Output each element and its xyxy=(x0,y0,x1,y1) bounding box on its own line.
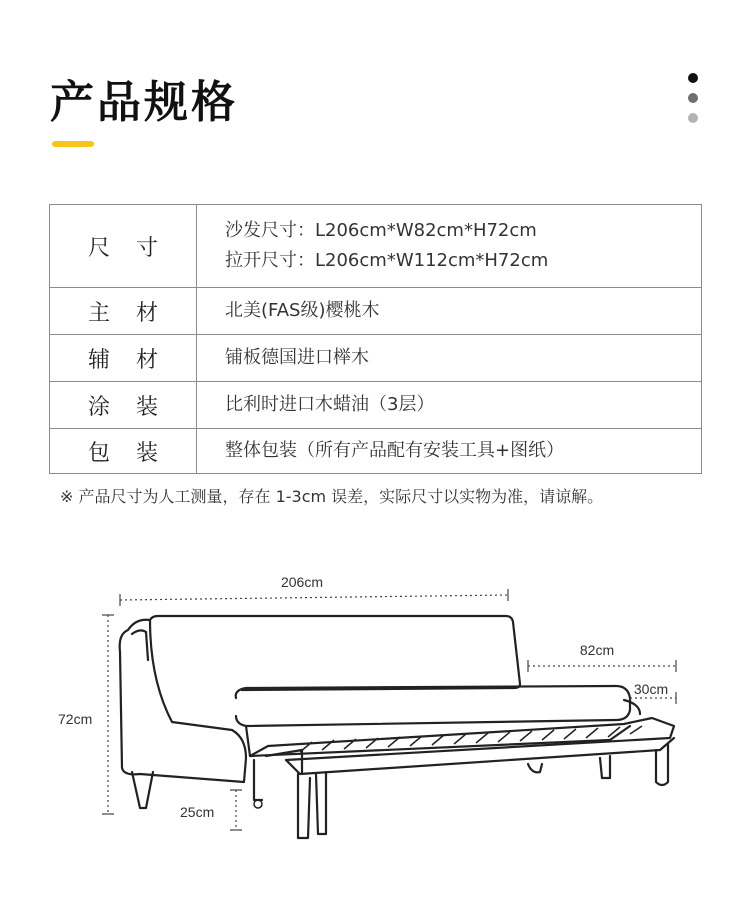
spec-label-size: 尺寸 xyxy=(50,205,197,288)
seat-offset-dimension-label: 30cm xyxy=(633,681,669,697)
depth-dimension-label: 82cm xyxy=(579,642,615,658)
spec-table xyxy=(49,204,702,474)
leg-height-dimension-label: 25cm xyxy=(180,804,215,820)
spec-label-packaging: 包装 xyxy=(50,429,197,474)
spec-row-finish xyxy=(50,382,702,429)
height-dimension-label: 72cm xyxy=(58,711,93,727)
page-indicator-dot-3 xyxy=(688,113,698,123)
spec-row-packaging xyxy=(50,429,702,474)
spec-value-finish: 比利时进口木蜡油（3层） xyxy=(197,382,702,429)
spec-value-sofa-size: 沙发尺寸：L206cm*W82cm*H72cm xyxy=(225,220,537,241)
length-dimension-label: 206cm xyxy=(280,574,324,590)
page-title: 产品规格 xyxy=(50,77,238,128)
bed-slats xyxy=(300,726,642,752)
dimension-ticks xyxy=(102,589,676,830)
spec-label-main-material: 主材 xyxy=(50,288,197,335)
title-accent-bar xyxy=(52,141,94,147)
measurement-note: ※ 产品尺寸为人工测量，存在 1-3cm 误差，实际尺寸以实物为准，请谅解。 xyxy=(60,487,604,506)
spec-value-extended-size: 拉开尺寸：L206cm*W112cm*H72cm xyxy=(225,250,549,271)
spec-value-aux-material: 铺板德国进口榉木 xyxy=(197,335,702,382)
spec-value-size xyxy=(197,205,702,288)
page-indicator-dot-1 xyxy=(688,73,698,83)
sofa-dimension-drawing xyxy=(0,560,750,860)
spec-value-packaging: 整体包装（所有产品配有安装工具+图纸） xyxy=(197,429,702,474)
page-indicator-dot-2 xyxy=(688,93,698,103)
spec-value-main-material: 北美(FAS级)樱桃木 xyxy=(197,288,702,335)
spec-row-main-material xyxy=(50,288,702,335)
spec-row-aux-material xyxy=(50,335,702,382)
spec-row-size xyxy=(50,205,702,288)
spec-label-aux-material: 辅材 xyxy=(50,335,197,382)
caster-wheel xyxy=(254,800,262,808)
spec-label-finish: 涂装 xyxy=(50,382,197,429)
dimension-lines xyxy=(108,595,676,830)
